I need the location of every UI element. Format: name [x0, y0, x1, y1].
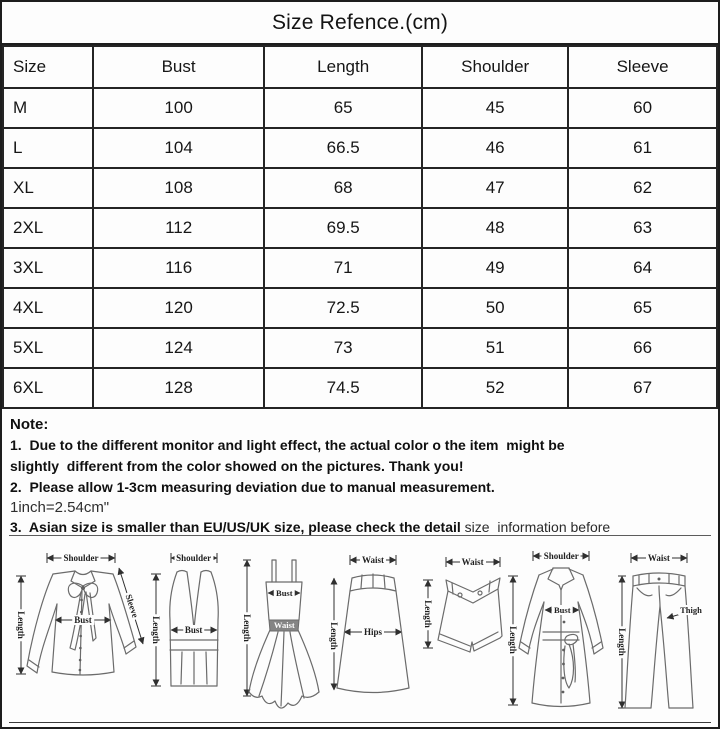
measurement-cell: 104: [93, 128, 264, 168]
measurement-cell: 65: [568, 288, 717, 328]
measurement-cell: 51: [422, 328, 568, 368]
coat-sketch: [507, 548, 613, 716]
table-row: [3, 328, 717, 368]
measurement-cell: 60: [568, 88, 717, 128]
table-row: [3, 168, 717, 208]
measurement-cell: 71: [264, 248, 422, 288]
pants-length-label: Length: [616, 628, 627, 656]
size-table: [2, 45, 718, 409]
coat-bust-label: Bust: [554, 605, 571, 615]
size-cell: 6XL: [3, 368, 93, 408]
size-cell: 2XL: [3, 208, 93, 248]
blouse-sleeve-label: Sleeve: [123, 593, 141, 619]
table-row: [3, 248, 717, 288]
vest-shoulder-label: Shoulder: [176, 553, 212, 563]
measurement-cell: 47: [422, 168, 568, 208]
garment-slip-dress: [242, 548, 326, 716]
note-3: [10, 517, 706, 538]
skirt-waist-label: Waist: [361, 555, 384, 565]
note-2: 2. Please allow 1-3cm measuring deviation due to manual measurement.: [10, 479, 495, 495]
shorts-waist-label: Waist: [461, 557, 484, 567]
measurement-cell: 63: [568, 208, 717, 248]
note-3-normal: size information before: [464, 519, 611, 535]
measurement-cell: 61: [568, 128, 717, 168]
measurement-diagram-strip: [9, 535, 711, 723]
dress-bust-label: Bust: [276, 588, 293, 598]
garment-pants: [617, 548, 705, 716]
measurement-cell: 48: [422, 208, 568, 248]
inch-conversion: 1inch=2.54cm": [10, 499, 110, 516]
note-1-line-1: 1. Due to the different monitor and light effect, the actual color o the item might be: [10, 437, 565, 453]
coat-shoulder-label: Shoulder: [543, 551, 579, 561]
garment-vest: [149, 548, 239, 716]
pants-thigh-label: Thigh: [680, 605, 702, 615]
measurement-cell: 50: [422, 288, 568, 328]
page-title: Size Refence.(cm): [2, 2, 718, 45]
dress-waist-label: Waist: [273, 620, 295, 630]
slip-dress-sketch: [242, 548, 326, 716]
measurement-cell: 67: [568, 368, 717, 408]
garment-blouse: [15, 548, 145, 716]
notes-heading: Note:: [10, 416, 49, 433]
size-cell: 5XL: [3, 328, 93, 368]
measurement-cell: 66: [568, 328, 717, 368]
dress-length-label: Length: [242, 614, 253, 642]
shorts-sketch: [420, 548, 504, 716]
measurement-cell: 49: [422, 248, 568, 288]
measurement-cell: 64: [568, 248, 717, 288]
table-row: [3, 88, 717, 128]
pants-sketch: [617, 548, 705, 716]
note-3-bold: 3. Asian size is smaller than EU/US/UK size, please check the detail: [10, 519, 465, 535]
table-row: [3, 208, 717, 248]
measurement-cell: 52: [422, 368, 568, 408]
measurement-cell: 100: [93, 88, 264, 128]
size-cell: M: [3, 88, 93, 128]
measurement-cell: 116: [93, 248, 264, 288]
blouse-bust-label: Bust: [74, 615, 92, 625]
garment-shorts: [420, 548, 504, 716]
measurement-cell: 68: [264, 168, 422, 208]
pants-waist-label: Waist: [647, 553, 670, 563]
table-row: [3, 288, 717, 328]
measurement-cell: 69.5: [264, 208, 422, 248]
blouse-length-label: Length: [16, 611, 26, 639]
measurement-cell: 120: [93, 288, 264, 328]
column-header-bust: Bust: [93, 46, 264, 88]
table-header-row: [3, 46, 717, 88]
measurement-cell: 128: [93, 368, 264, 408]
measurement-cell: 74.5: [264, 368, 422, 408]
note-1-line-2: slightly different from the color showed on the pictures. Thank you!: [10, 458, 464, 474]
measurement-cell: 62: [568, 168, 717, 208]
garment-skirt: [330, 548, 416, 716]
measurement-cell: 108: [93, 168, 264, 208]
skirt-length-label: Length: [328, 622, 339, 650]
blouse-sketch: [15, 548, 145, 716]
size-cell: 3XL: [3, 248, 93, 288]
measurement-cell: 124: [93, 328, 264, 368]
vest-bust-label: Bust: [184, 625, 203, 635]
shorts-length-label: Length: [422, 600, 433, 628]
measurement-cell: 66.5: [264, 128, 422, 168]
column-header-length: Length: [264, 46, 422, 88]
skirt-hips-label: Hips: [363, 627, 382, 637]
vest-length-label: Length: [150, 616, 161, 644]
column-header-size: Size: [3, 46, 93, 88]
measurement-cell: 73: [264, 328, 422, 368]
blouse-shoulder-label: Shoulder: [63, 553, 99, 563]
size-cell: 4XL: [3, 288, 93, 328]
measurement-cell: 72.5: [264, 288, 422, 328]
size-cell: XL: [3, 168, 93, 208]
table-row: [3, 128, 717, 168]
measurement-cell: 65: [264, 88, 422, 128]
size-cell: L: [3, 128, 93, 168]
column-header-sleeve: Sleeve: [568, 46, 717, 88]
measurement-cell: 45: [422, 88, 568, 128]
garment-coat: [507, 548, 613, 716]
measurement-cell: 46: [422, 128, 568, 168]
table-row: [3, 368, 717, 408]
notes-section: [2, 409, 718, 535]
coat-length-label: Length: [508, 626, 519, 654]
column-header-shoulder: Shoulder: [422, 46, 568, 88]
measurement-cell: 112: [93, 208, 264, 248]
